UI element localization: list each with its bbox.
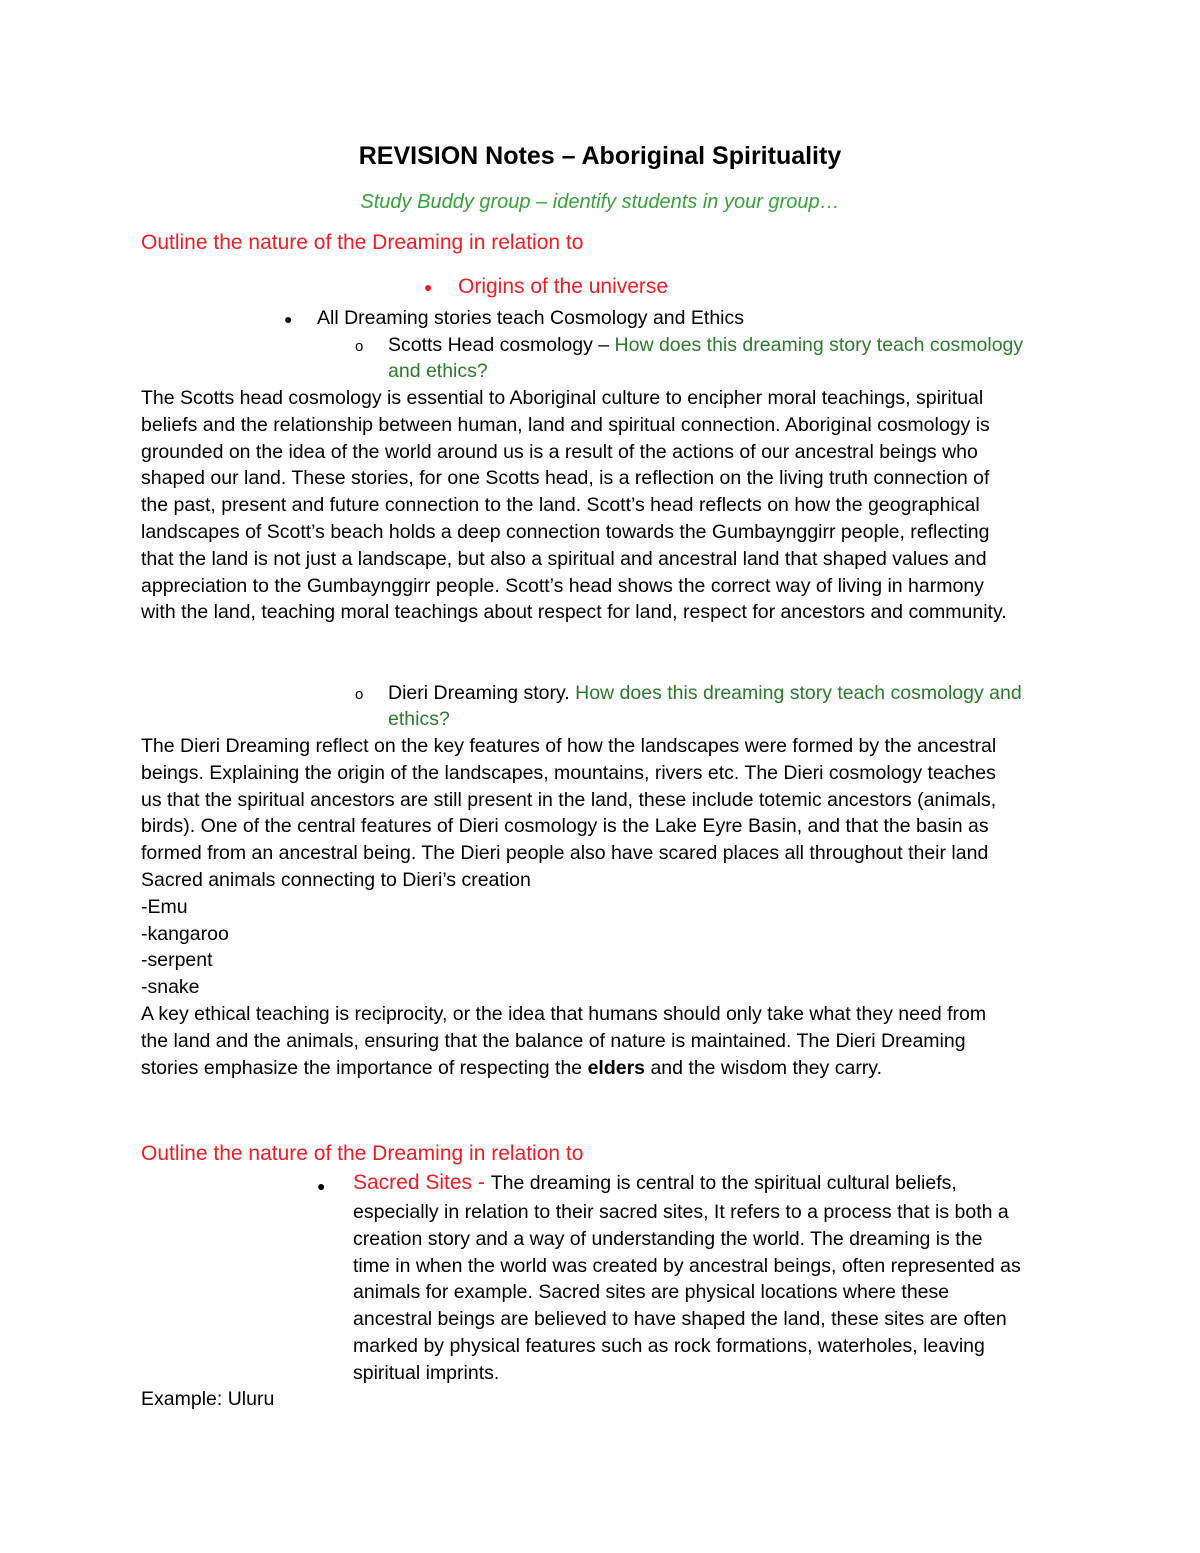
bullet-dot-icon: ●	[317, 1178, 326, 1194]
paragraph-line: appreciation to the Gumbaynggirr people. Scott’s head shows the correct way of living in harmony	[141, 574, 984, 597]
elders-bold: elders	[587, 1056, 646, 1079]
paragraph-line: beliefs and the relationship between human, land and spiritual connection. Aboriginal cosmology is	[141, 413, 990, 436]
bullet-dot-icon: ●	[424, 279, 433, 295]
paragraph-line: A key ethical teaching is reciprocity, or the idea that humans should only take what they need from	[141, 1002, 987, 1025]
paragraph-line: -kangaroo	[141, 922, 229, 945]
paragraph-line: spiritual imprints.	[353, 1361, 500, 1384]
paragraph-line: landscapes of Scott’s beach holds a deep connection towards the Gumbaynggirr people, reflecting	[141, 520, 990, 543]
paragraph-line: grounded on the idea of the world around us is a result of the actions of our ancestral beings who	[141, 440, 978, 463]
sacred-sites-first-line: The dreaming is central to the spiritual cultural beliefs,	[490, 1172, 957, 1194]
dieri-paragraph	[141, 733, 1071, 1081]
example-uluru: Example: Uluru	[141, 1388, 275, 1410]
section2-heading: Outline the nature of the Dreaming in relation to	[141, 1142, 584, 1165]
bullet-circle-icon: o	[355, 686, 364, 703]
paragraph-line: the land and the animals, ensuring that the balance of nature is maintained. The Dieri Dreaming	[141, 1029, 966, 1052]
paragraph-line: the past, present and future connection to the land. Scott’s head reflects on how the geographical	[141, 494, 980, 517]
paragraph-line: ancestral beings are believed to have shaped the land, these sites are often	[353, 1308, 1007, 1331]
paragraph-line: animals for example. Sacred sites are physical locations where these	[353, 1281, 950, 1304]
section1-heading: Outline the nature of the Dreaming in relation to	[141, 231, 584, 254]
scotts-head-item	[388, 332, 1023, 359]
page-subtitle: Study Buddy group – identify students in your group…	[360, 191, 840, 213]
paragraph-line: that the land is not just a landscape, but also a spiritual and ancestral land that shaped values and	[141, 547, 987, 570]
paragraph-line: The Scotts head cosmology is essential to Aboriginal culture to encipher moral teachings, spiritual	[141, 387, 984, 409]
paragraph-line: -serpent	[141, 949, 213, 972]
dieri-item	[388, 680, 1022, 707]
sacred-sites-item	[353, 1170, 957, 1197]
paragraph-line: -snake	[141, 976, 200, 999]
paragraph-line: us that the spiritual ancestors are still present in the land, these include totemic ancestors (animals,	[141, 788, 997, 811]
scotts-head-question: How does this dreaming story teach cosmology	[614, 334, 1024, 356]
bullet-circle-icon: o	[355, 338, 364, 355]
scotts-head-label: Scotts Head cosmology –	[388, 334, 615, 356]
paragraph-line: shaped our land. These stories, for one Scotts head, is a reflection on the living truth connection of	[141, 467, 990, 490]
text-run: stories emphasize the importance of respecting the	[141, 1056, 588, 1079]
sacred-sites-paragraph	[353, 1199, 1073, 1387]
cosmology-bullet: All Dreaming stories teach Cosmology and Ethics	[317, 307, 745, 329]
bullet-dot-icon: ●	[284, 311, 293, 327]
paragraph-line: especially in relation to their sacred sites, It refers to a process that is both a	[353, 1201, 1009, 1223]
paragraph-line: creation story and a way of understanding the world. The dreaming is the	[353, 1227, 983, 1250]
text-run: and the wisdom they carry.	[645, 1056, 883, 1079]
paragraph-line: Sacred animals connecting to Dieri’s creation	[141, 868, 531, 891]
sacred-sites-label: Sacred Sites -	[353, 1171, 491, 1194]
paragraph-line: birds). One of the central features of Dieri cosmology is the Lake Eyre Basin, and that the basin as	[141, 815, 989, 838]
page-title: REVISION Notes – Aboriginal Spirituality	[358, 142, 842, 170]
dieri-label: Dieri Dreaming story.	[388, 682, 576, 704]
dieri-question: How does this dreaming story teach cosmology and	[575, 682, 1022, 704]
paragraph-line: formed from an ancestral being. The Dieri people also have scared places all throughout their land	[141, 842, 989, 865]
paragraph-line: The Dieri Dreaming reflect on the key features of how the landscapes were formed by the ancestral	[141, 735, 997, 757]
scotts-head-paragraph	[141, 385, 1071, 626]
paragraph-line-elders	[141, 1055, 1071, 1082]
origins-bullet: Origins of the universe	[458, 275, 669, 298]
paragraph-line: marked by physical features such as rock formations, waterholes, leaving	[353, 1334, 985, 1357]
paragraph-line: beings. Explaining the origin of the landscapes, mountains, rivers etc. The Dieri cosmology teaches	[141, 761, 996, 784]
paragraph-line: -Emu	[141, 895, 188, 918]
dieri-question-cont: ethics?	[388, 708, 450, 730]
paragraph-line: time in when the world was created by ancestral beings, often represented as	[353, 1254, 1021, 1277]
scotts-head-question-cont: and ethics?	[388, 360, 488, 382]
paragraph-line: with the land, teaching moral teachings about respect for land, respect for ancestors and community.	[141, 601, 1007, 624]
